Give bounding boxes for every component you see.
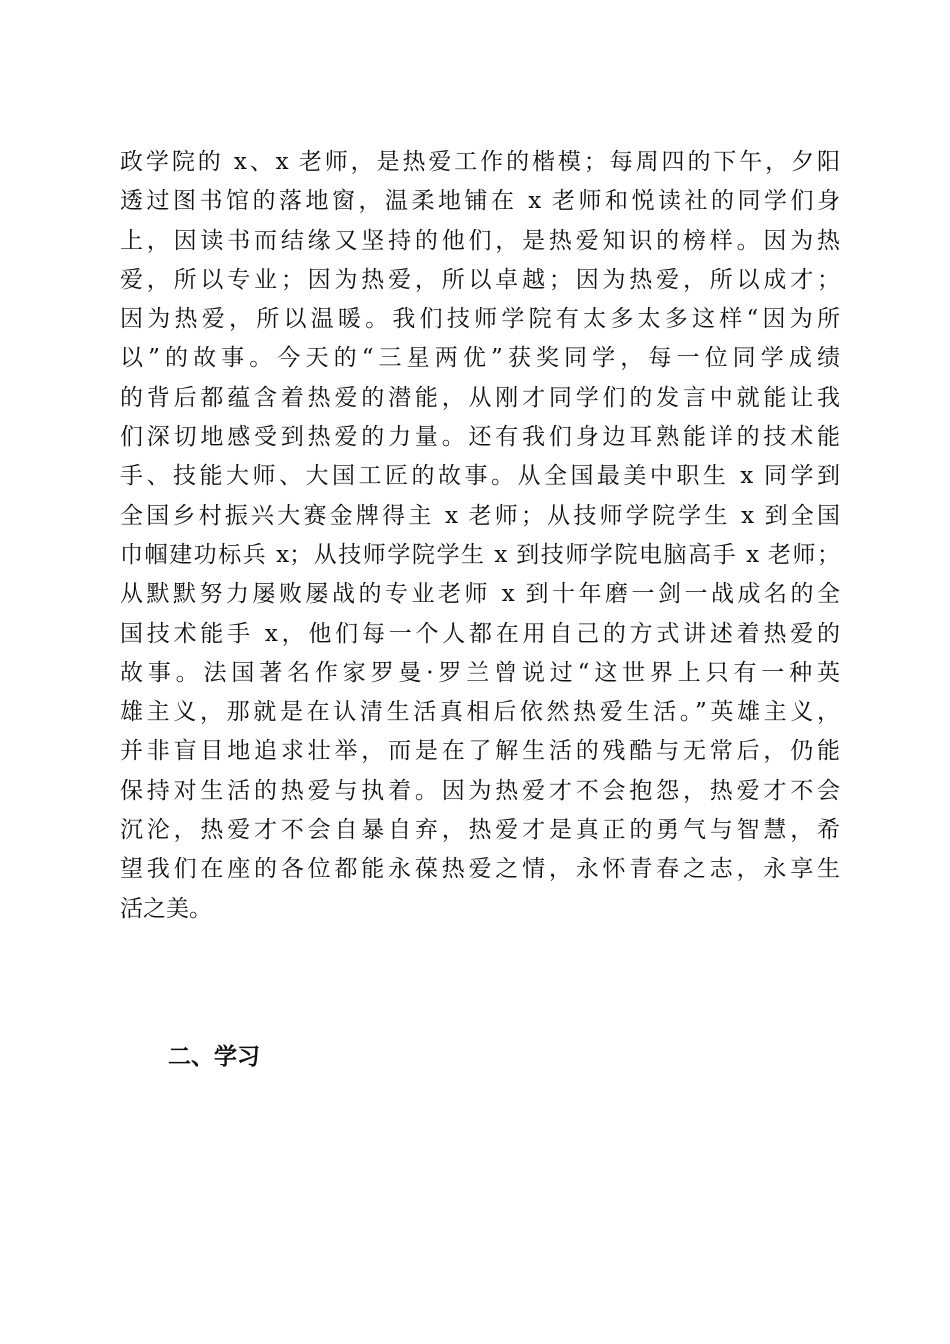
paragraph-line: 故事。法国著名作家罗曼·罗兰曾说过“这世界上只有一种英 (120, 659, 840, 686)
paragraph-line-last: 活之美。 (120, 895, 212, 922)
paragraph-line: 从默默努力屡败屡战的专业老师 x 到十年磨一剑一战成名的全 (120, 581, 840, 608)
paragraph-line: 的背后都蕴含着热爱的潜能，从刚才同学们的发言中就能让我 (120, 384, 840, 411)
body-paragraph (120, 143, 840, 929)
paragraph-line: 上，因读书而结缘又坚持的他们，是热爱知识的榜样。因为热 (120, 227, 840, 254)
paragraph-line: 保持对生活的热爱与执着。因为热爱才不会抱怨，热爱才不会 (120, 777, 840, 804)
paragraph-line: 手、技能大师、大国工匠的故事。从全国最美中职生 x 同学到 (120, 463, 840, 490)
paragraph-line: 全国乡村振兴大赛金牌得主 x 老师；从技师学院学生 x 到全国 (120, 502, 840, 529)
paragraph-line: 国技术能手 x，他们每一个人都在用自己的方式讲述着热爱的 (120, 620, 840, 647)
paragraph-line: 沉沦，热爱才不会自暴自弃，热爱才是真正的勇气与智慧，希 (120, 817, 840, 844)
paragraph-line: 巾帼建功标兵 x；从技师学院学生 x 到技师学院电脑高手 x 老师； (120, 541, 840, 568)
paragraph-line: 透过图书馆的落地窗，温柔地铺在 x 老师和悦读社的同学们身 (120, 188, 840, 215)
paragraph-line: 雄主义，那就是在认清生活真相后依然热爱生活。”英雄主义， (120, 699, 840, 726)
paragraph-line: 以”的故事。今天的“三星两优”获奖同学，每一位同学成绩 (120, 345, 840, 372)
paragraph-line: 并非盲目地追求壮举，而是在了解生活的残酷与无常后，仍能 (120, 738, 840, 765)
section-heading: 二、学习 (168, 1044, 260, 1070)
paragraph-line: 爱，所以专业；因为热爱，所以卓越；因为热爱，所以成才； (120, 266, 840, 293)
paragraph-line: 们深切地感受到热爱的力量。还有我们身边耳熟能详的技术能 (120, 424, 840, 451)
paragraph-line: 政学院的 x、x 老师，是热爱工作的楷模；每周四的下午，夕阳 (120, 149, 840, 175)
paragraph-line: 望我们在座的各位都能永葆热爱之情，永怀青春之志，永享生 (120, 856, 840, 883)
paragraph-line: 因为热爱，所以温暖。我们技师学院有太多太多这样“因为所 (120, 306, 840, 333)
